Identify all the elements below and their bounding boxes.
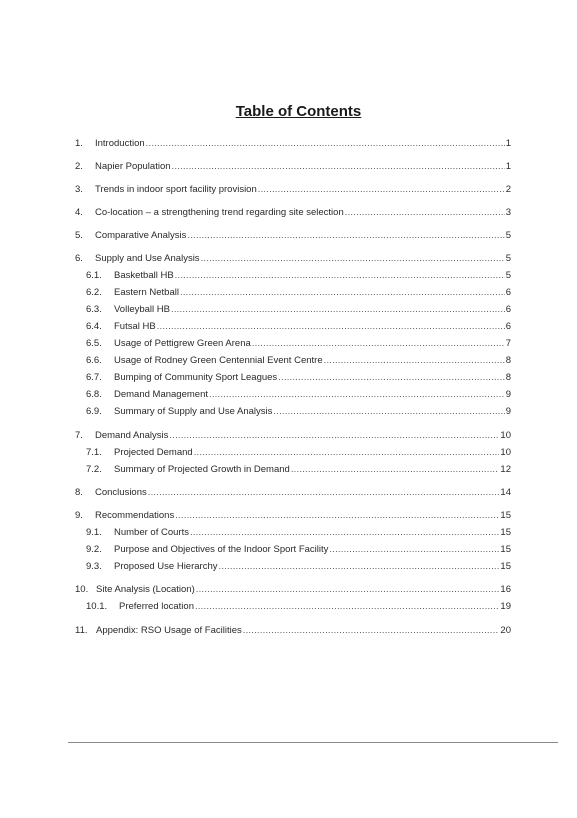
- toc-entry-title: Demand Analysis: [95, 430, 169, 441]
- toc-leader-dots: [278, 372, 505, 384]
- toc-entry[interactable]: [86, 372, 511, 384]
- toc-entry-title: Trends in indoor sport facility provision: [95, 184, 257, 195]
- toc-entry[interactable]: [75, 207, 511, 219]
- toc-entry-number: 10.1.: [86, 601, 108, 612]
- toc-entry-number: 10.: [75, 584, 89, 595]
- toc-leader-dots: [148, 487, 500, 499]
- toc-entry-title: Site Analysis (Location): [96, 584, 195, 595]
- toc-entry[interactable]: [86, 304, 511, 316]
- toc-entry-number: 6.5.: [86, 338, 102, 349]
- toc-entry-title: Comparative Analysis: [95, 230, 187, 241]
- toc-entry-title: Usage of Rodney Green Centennial Event Centre: [114, 355, 323, 366]
- toc-entry-page: 2: [505, 184, 511, 195]
- toc-entry[interactable]: [86, 447, 511, 459]
- toc-leader-dots: [345, 207, 505, 219]
- toc-entry-page: 6: [505, 304, 511, 315]
- toc-leader-dots: [195, 601, 499, 613]
- toc-entry[interactable]: [75, 510, 511, 522]
- toc-entry-number: 6.: [75, 253, 83, 264]
- toc-entry-title: Demand Management: [114, 389, 208, 400]
- toc-leader-dots: [187, 230, 504, 242]
- toc-entry-number: 9.3.: [86, 561, 102, 572]
- toc-leader-dots: [190, 527, 499, 539]
- toc-entry-page: 3: [505, 207, 511, 218]
- toc-entry-number: 9.: [75, 510, 83, 521]
- toc-leader-dots: [172, 161, 505, 173]
- toc-entry-number: 1.: [75, 138, 83, 149]
- toc-entry[interactable]: [86, 355, 511, 367]
- toc-entry-title: Summary of Projected Growth in Demand: [114, 464, 290, 475]
- toc-entry[interactable]: [75, 161, 511, 173]
- footer-divider: [68, 742, 558, 743]
- toc-leader-dots: [146, 138, 505, 150]
- toc-entry-number: 7.1.: [86, 447, 102, 458]
- toc-entry[interactable]: [86, 389, 511, 401]
- toc-leader-dots: [329, 544, 499, 556]
- toc-entry-page: 5: [505, 270, 511, 281]
- toc-entry[interactable]: [86, 527, 511, 539]
- toc-entry-number: 9.2.: [86, 544, 102, 555]
- toc-leader-dots: [291, 464, 500, 476]
- toc-entry-number: 6.8.: [86, 389, 102, 400]
- toc-entry-title: Number of Courts: [114, 527, 189, 538]
- toc-entry-number: 6.7.: [86, 372, 102, 383]
- toc-entry[interactable]: [86, 544, 511, 556]
- toc-entry-page: 12: [500, 464, 511, 475]
- toc-entry-number: 3.: [75, 184, 83, 195]
- toc-entry-page: 20: [500, 625, 511, 636]
- toc-entry-page: 8: [505, 372, 511, 383]
- toc-entry-number: 6.2.: [86, 287, 102, 298]
- toc-entry[interactable]: [75, 487, 511, 499]
- toc-leader-dots: [258, 184, 505, 196]
- toc-entry-page: 1: [505, 161, 511, 172]
- toc-entry-number: 9.1.: [86, 527, 102, 538]
- toc-entry[interactable]: [86, 321, 511, 333]
- toc-entry-title: Appendix: RSO Usage of Facilities: [96, 625, 242, 636]
- toc-entry[interactable]: [86, 287, 511, 299]
- toc-entry[interactable]: [75, 625, 511, 637]
- toc-leader-dots: [169, 430, 499, 442]
- page-title: Table of Contents: [235, 103, 362, 120]
- toc-entry-title: Recommendations: [95, 510, 175, 521]
- toc-entry[interactable]: [86, 406, 511, 418]
- toc-entry-number: 6.9.: [86, 406, 102, 417]
- toc-entry-number: 7.: [75, 430, 83, 441]
- toc-entry[interactable]: [75, 430, 511, 442]
- toc-entry[interactable]: [86, 561, 511, 573]
- toc-entry[interactable]: [86, 338, 511, 350]
- toc-entry-page: 7: [505, 338, 511, 349]
- toc-entry-title: Bumping of Community Sport Leagues: [114, 372, 278, 383]
- toc-entry-page: 16: [500, 584, 511, 595]
- toc-entry-page: 19: [500, 601, 511, 612]
- toc-entry-number: 11.: [75, 625, 88, 636]
- toc-leader-dots: [196, 584, 500, 596]
- toc-entry[interactable]: [86, 601, 511, 613]
- toc-entry-number: 7.2.: [86, 464, 102, 475]
- toc-entry-title: Purpose and Objectives of the Indoor Sport Facility: [114, 544, 329, 555]
- toc-entry-title: Usage of Pettigrew Green Arena: [114, 338, 251, 349]
- toc-entry-number: 6.1.: [86, 270, 102, 281]
- toc-entry[interactable]: [75, 584, 511, 596]
- toc-entry-page: 14: [500, 487, 511, 498]
- toc-entry-page: 5: [505, 230, 511, 241]
- toc-entry[interactable]: [75, 138, 511, 150]
- toc-leader-dots: [194, 447, 500, 459]
- toc-entry-page: 6: [505, 287, 511, 298]
- toc-leader-dots: [175, 270, 505, 282]
- toc-entry-page: 9: [505, 389, 511, 400]
- toc-entry-title: Napier Population: [95, 161, 171, 172]
- toc-entry[interactable]: [86, 270, 511, 282]
- toc-leader-dots: [175, 510, 499, 522]
- toc-entry-title: Conclusions: [95, 487, 147, 498]
- toc-entry-page: 8: [505, 355, 511, 366]
- toc-entry-title: Futsal HB: [114, 321, 156, 332]
- toc-leader-dots: [180, 287, 505, 299]
- toc-entry-number: 6.6.: [86, 355, 102, 366]
- toc-entry-title: Basketball HB: [114, 270, 174, 281]
- toc-leader-dots: [324, 355, 505, 367]
- toc-entry-page: 10: [500, 447, 511, 458]
- toc-entry-title: Eastern Netball: [114, 287, 179, 298]
- toc-entry-page: 15: [500, 527, 511, 538]
- toc-entry-page: 9: [505, 406, 511, 417]
- toc-entry-title: Introduction: [95, 138, 145, 149]
- toc-entry-number: 8.: [75, 487, 83, 498]
- toc-entry-title: Volleyball HB: [114, 304, 170, 315]
- toc-leader-dots: [219, 561, 500, 573]
- toc-leader-dots: [209, 389, 505, 401]
- toc-entry-number: 5.: [75, 230, 83, 241]
- toc-entry-page: 1: [505, 138, 511, 149]
- toc-entry[interactable]: [86, 464, 511, 476]
- toc-leader-dots: [273, 406, 504, 418]
- toc-entry-title: Supply and Use Analysis: [95, 253, 200, 264]
- toc-entry-page: 10: [500, 430, 511, 441]
- toc-entry[interactable]: [75, 230, 511, 242]
- toc-entry-number: 6.3.: [86, 304, 102, 315]
- toc-entry-title: Projected Demand: [114, 447, 193, 458]
- toc-entry[interactable]: [75, 253, 511, 265]
- toc-entry-page: 15: [500, 510, 511, 521]
- toc-entry-number: 4.: [75, 207, 83, 218]
- toc-leader-dots: [252, 338, 505, 350]
- toc-leader-dots: [157, 321, 505, 333]
- toc-entry-title: Preferred location: [119, 601, 194, 612]
- toc-entry-page: 5: [505, 253, 511, 264]
- toc-entry-page: 6: [505, 321, 511, 332]
- toc-entry-title: Proposed Use Hierarchy: [114, 561, 218, 572]
- toc-leader-dots: [171, 304, 505, 316]
- toc-entry-title: Co-location – a strengthening trend regarding site selection: [95, 207, 344, 218]
- toc-leader-dots: [243, 625, 500, 637]
- toc-entry-page: 15: [500, 544, 511, 555]
- toc-entry-title: Summary of Supply and Use Analysis: [114, 406, 273, 417]
- toc-entry-number: 6.4.: [86, 321, 102, 332]
- toc-leader-dots: [201, 253, 505, 265]
- toc-entry[interactable]: [75, 184, 511, 196]
- toc-entry-page: 15: [500, 561, 511, 572]
- toc-entry-number: 2.: [75, 161, 83, 172]
